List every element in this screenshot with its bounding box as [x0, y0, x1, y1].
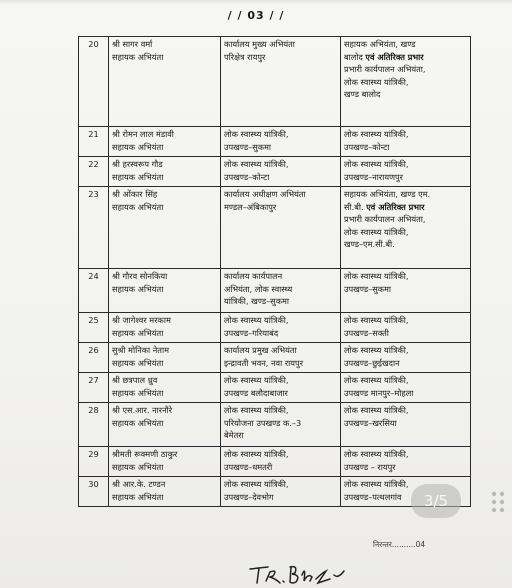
additional-charge-text: एवं अतिरिक्त प्रभार — [365, 51, 424, 62]
officer-name-line: श्री हरस्वरूप गौड — [112, 159, 163, 169]
current-posting-cell — [221, 373, 341, 403]
top-shadow — [0, 0, 512, 4]
current-posting-line: उपखण्ड बलौदाबाजार — [224, 387, 288, 398]
new-posting-line — [344, 38, 467, 51]
new-posting-cell — [341, 447, 471, 477]
officer-name-line: श्री गौरव सोनकिया — [112, 271, 168, 281]
officer-name-line: सहायक अभियंता — [112, 51, 164, 62]
serial-number: 22 — [88, 159, 99, 169]
serial-number-cell — [79, 187, 109, 269]
serial-number-cell — [79, 127, 109, 157]
new-posting-line — [344, 226, 467, 239]
current-posting-cell — [221, 269, 341, 313]
serial-number-cell — [79, 373, 109, 403]
new-posting-cell — [341, 313, 471, 343]
current-posting-line: कार्यालय मुख्य अभियंता — [224, 39, 295, 49]
serial-number: 25 — [88, 315, 99, 325]
vertical-dots-icon[interactable] — [488, 486, 512, 518]
current-posting-line: मण्डल–अंबिकापुर — [224, 201, 277, 212]
name-cell — [109, 477, 221, 507]
current-posting-cell — [221, 157, 341, 187]
current-posting-line: कार्यालय प्रमुख अभियंता — [224, 345, 297, 355]
new-posting-text: उपखण्ड मानपुर–मोहला — [344, 387, 414, 398]
name-cell — [109, 403, 221, 447]
table-row — [79, 37, 471, 127]
current-posting-line: उपखण्ड–सुकमा — [224, 141, 272, 152]
officer-name-line: श्री छत्रपाल ध्रुव — [112, 375, 158, 385]
current-posting-line: यांत्रिकी, खण्ड–सुकमा — [224, 296, 290, 306]
new-posting-text: सहायक अभियंता, खण्ड एम. — [344, 189, 431, 199]
transfer-table — [78, 36, 471, 507]
serial-number-cell — [79, 343, 109, 373]
serial-number-cell — [79, 313, 109, 343]
new-posting-text: खण्ड बालोद — [344, 89, 381, 99]
current-posting-cell — [221, 343, 341, 373]
officer-name-line: सहायक अभियंता — [112, 357, 164, 368]
new-posting-text: लोक स्वास्थ्य यांत्रिकी, — [344, 449, 409, 459]
serial-number: 24 — [88, 271, 99, 281]
new-posting-text: प्रभारी कार्यपालन अभियंता, — [344, 64, 426, 74]
officer-name-line: श्री एस.आर. नारनौरे — [112, 405, 173, 415]
serial-number-cell — [79, 403, 109, 447]
name-cell — [109, 187, 221, 269]
current-posting-line: लोक स्वास्थ्य यांत्रिकी, — [224, 315, 289, 325]
page-number: / / 03 / / — [227, 9, 285, 22]
serial-number: 26 — [88, 345, 99, 355]
continued-note: निरन्तर..........04 — [373, 540, 426, 549]
current-posting-cell — [221, 127, 341, 157]
new-posting-text: उपखण्ड–खरसिया — [344, 417, 397, 428]
serial-number-cell — [79, 447, 109, 477]
serial-number-cell — [79, 477, 109, 507]
new-posting-text: लोक स्वास्थ्य यांत्रिकी, — [344, 76, 409, 87]
new-posting-cell — [341, 373, 471, 403]
new-posting-line — [344, 327, 467, 340]
officer-name-line: सुश्री मोनिका नेताम — [112, 345, 169, 355]
current-posting-line: उपखण्ड–कोन्टा — [224, 171, 270, 182]
new-posting-line — [344, 448, 467, 461]
new-posting-line — [344, 128, 467, 141]
new-posting-text: उपखण्ड–पत्थलगांव — [344, 491, 402, 502]
serial-number: 28 — [88, 405, 99, 415]
name-cell — [109, 127, 221, 157]
new-posting-text: लोक स्वास्थ्य यांत्रिकी, — [344, 375, 409, 385]
new-posting-line — [344, 238, 467, 251]
new-posting-line — [344, 374, 467, 387]
new-posting-cell — [341, 269, 471, 313]
new-posting-cell — [341, 403, 471, 447]
new-posting-text: लोक स्वास्थ्य यांत्रिकी, — [344, 405, 409, 415]
serial-number: 27 — [88, 375, 99, 385]
serial-number: 23 — [88, 189, 99, 199]
new-posting-line — [344, 158, 467, 171]
new-posting-cell — [341, 187, 471, 269]
current-posting-cell — [221, 187, 341, 269]
new-posting-text: लोक स्वास्थ्य यांत्रिकी, — [344, 345, 409, 355]
officer-name-line: सहायक अभियंता — [112, 461, 164, 472]
new-posting-line — [344, 88, 467, 101]
name-cell — [109, 373, 221, 403]
new-posting-line — [344, 213, 467, 226]
new-posting-text: उपखण्ड–नारायणपुर — [344, 171, 403, 182]
current-posting-line: उपखण्ड–गरियाबंद — [224, 327, 279, 338]
additional-charge-text: एवं अतिरिक्त प्रभार — [366, 201, 425, 212]
new-posting-text: सी.बी. — [344, 201, 367, 212]
current-posting-line: कार्यालय कार्यपालन — [224, 271, 283, 281]
name-cell — [109, 343, 221, 373]
current-posting-line: उपखण्ड–धमतरी — [224, 461, 273, 472]
new-posting-cell — [341, 127, 471, 157]
table-row — [79, 447, 471, 477]
officer-name-line: श्री सागर वर्मा — [112, 39, 153, 49]
current-posting-line: लोक स्वास्थ्य यांत्रिकी, — [224, 449, 289, 459]
serial-number-cell — [79, 157, 109, 187]
name-cell — [109, 447, 221, 477]
new-posting-text: सहायक अभियंता, खण्ड — [344, 39, 416, 49]
name-cell — [109, 313, 221, 343]
new-posting-line — [344, 344, 467, 357]
current-posting-line: परियोजना उपखण्ड क.–3 — [224, 417, 302, 428]
new-posting-line — [344, 404, 467, 417]
serial-number: 20 — [88, 39, 99, 49]
current-posting-line: लोक स्वास्थ्य यांत्रिकी, — [224, 375, 289, 385]
new-posting-cell — [341, 343, 471, 373]
officer-name-line: श्री जागेश्वर मरकाम — [112, 315, 171, 325]
current-posting-cell — [221, 447, 341, 477]
new-posting-text: बालोद — [344, 51, 366, 62]
signature — [246, 561, 366, 587]
current-posting-line: लोक स्वास्थ्य यांत्रिकी, — [224, 405, 289, 415]
current-posting-cell — [221, 477, 341, 507]
new-posting-line — [344, 283, 467, 296]
new-posting-text: उपखण्ड–सक्ती — [344, 327, 389, 338]
current-posting-cell — [221, 313, 341, 343]
serial-number: 30 — [88, 479, 99, 489]
serial-number-cell — [79, 269, 109, 313]
page-counter-badge[interactable]: 3/5 — [411, 484, 461, 518]
officer-name-line: सहायक अभियंता — [112, 201, 164, 212]
new-posting-line — [344, 461, 467, 474]
table-row — [79, 343, 471, 373]
current-posting-line: लोक स्वास्थ्य यांत्रिकी, — [224, 479, 289, 489]
table-row — [79, 313, 471, 343]
officer-name-line: सहायक अभियंता — [112, 283, 164, 294]
new-posting-text: लोक स्वास्थ्य यांत्रिकी, — [344, 159, 409, 169]
officer-name-line: सहायक अभियंता — [112, 327, 164, 338]
new-posting-text: लोक स्वास्थ्य यांत्रिकी, — [344, 129, 409, 139]
new-posting-line — [344, 201, 467, 214]
officer-name-line: सहायक अभियंता — [112, 387, 164, 398]
current-posting-line: कार्यालय अधीक्षण अभियंता — [224, 189, 306, 199]
current-posting-line: अभियंता, लोक स्वास्थ्य — [224, 283, 293, 294]
table-row — [79, 269, 471, 313]
new-posting-text: प्रभारी कार्यपालन अभियंता, — [344, 214, 426, 224]
name-cell — [109, 269, 221, 313]
serial-number-cell — [79, 37, 109, 127]
new-posting-line — [344, 188, 467, 201]
current-posting-line: परिक्षेत्र रायपुर — [224, 51, 266, 62]
table-row — [79, 373, 471, 403]
new-posting-text: लोक स्वास्थ्य यांत्रिकी, — [344, 226, 409, 237]
current-posting-line: लोक स्वास्थ्य यांत्रिकी, — [224, 159, 289, 169]
current-posting-line: इन्द्रावती भवन, नवा रायपुर — [224, 357, 304, 368]
current-posting-line: उपखण्ड–देवभोग — [224, 491, 274, 502]
officer-name-line: श्री रोमन लाल मंडावी — [112, 129, 174, 139]
new-posting-text: लोक स्वास्थ्य यांत्रिकी, — [344, 315, 409, 325]
new-posting-line — [344, 387, 467, 400]
table-row — [79, 127, 471, 157]
new-posting-line — [344, 63, 467, 76]
new-posting-text: उपखण्ड–सुकमा — [344, 283, 392, 294]
officer-name-line: श्री ओंकार सिंह — [112, 189, 158, 199]
current-posting-line: लोक स्वास्थ्य यांत्रिकी, — [224, 129, 289, 139]
new-posting-cell — [341, 37, 471, 127]
serial-number: 21 — [88, 129, 99, 139]
new-posting-line — [344, 76, 467, 89]
officer-name-line: सहायक अभियंता — [112, 171, 164, 182]
officer-name-line: सहायक अभियंता — [112, 491, 164, 502]
current-posting-cell — [221, 403, 341, 447]
new-posting-text: उपखण्ड–कोन्टा — [344, 141, 390, 152]
serial-number: 29 — [88, 449, 99, 459]
new-posting-cell — [341, 157, 471, 187]
current-posting-cell — [221, 37, 341, 127]
new-posting-text: उपखण्ड–छुईखदान — [344, 357, 400, 368]
officer-name-line: सहायक अभियंता — [112, 417, 164, 428]
new-posting-text: लोक स्वास्थ्य यांत्रिकी, — [344, 271, 409, 281]
new-posting-line — [344, 51, 467, 64]
name-cell — [109, 157, 221, 187]
officer-name-line: सहायक अभियंता — [112, 141, 164, 152]
table-row — [79, 157, 471, 187]
new-posting-text: खण्ड–एम.सी.बी. — [344, 239, 395, 249]
new-posting-line — [344, 141, 467, 154]
new-posting-line — [344, 270, 467, 283]
new-posting-line — [344, 357, 467, 370]
name-cell — [109, 37, 221, 127]
table-row — [79, 403, 471, 447]
new-posting-line — [344, 417, 467, 430]
officer-name-line: श्री आर.के. टण्डन — [112, 479, 166, 489]
new-posting-text: उपखण्ड – रायपुर — [344, 461, 396, 472]
table-row — [79, 187, 471, 269]
officer-name-line: श्रीमती रूक्मणी ठाकुर — [112, 449, 178, 459]
new-posting-line — [344, 171, 467, 184]
new-posting-text: लोक स्वास्थ्य यांत्रिकी, — [344, 479, 409, 489]
new-posting-line — [344, 314, 467, 327]
transfer-table-body — [79, 37, 471, 507]
current-posting-line: बेमेतरा — [224, 430, 244, 440]
